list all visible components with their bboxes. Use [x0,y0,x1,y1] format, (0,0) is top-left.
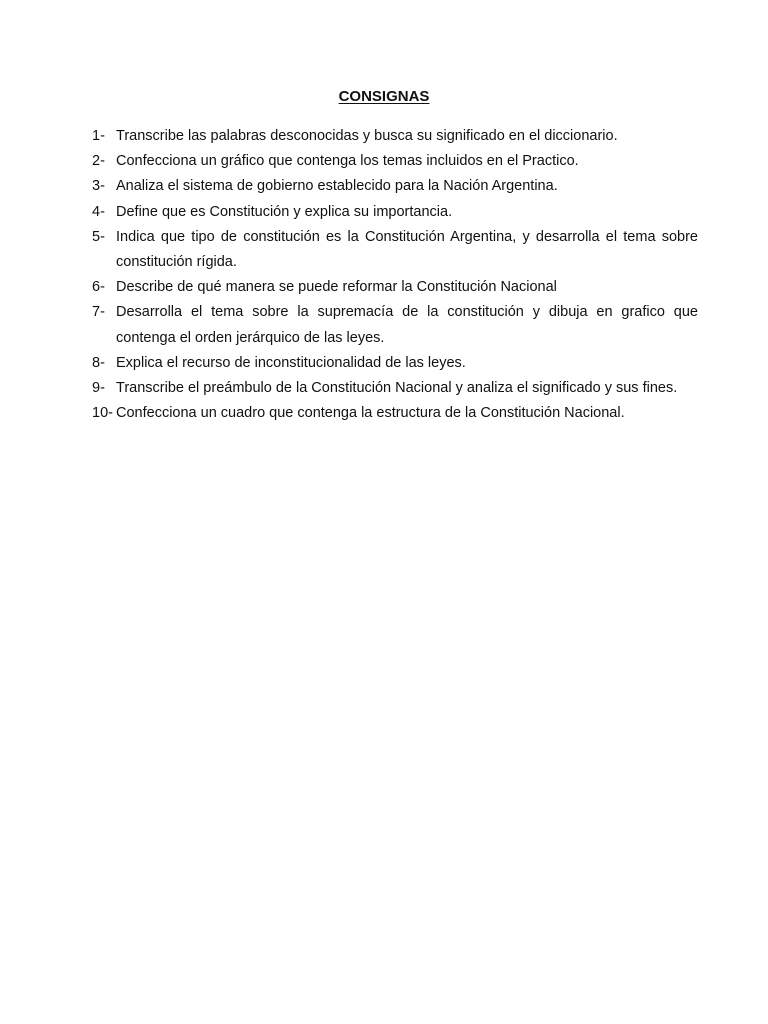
item-number: 2- [92,153,105,170]
list-item [92,401,698,426]
item-number: 8- [92,354,105,371]
item-text: Explica el recurso de inconstitucionalidad de las leyes. [116,354,466,371]
list-item [92,174,698,199]
list-item [92,300,698,350]
item-text: Transcribe las palabras desconocidas y busca su significado en el diccionario. [116,128,618,144]
item-text: Analiza el sistema de gobierno establecido para la Nación Argentina. [116,178,558,195]
item-number: 7- [92,304,105,321]
item-number: 4- [92,203,105,220]
item-text: Transcribe el preámbulo de la Constitución Nacional y analiza el significado y sus fines. [116,380,678,397]
list-item [92,225,698,275]
item-number: 6- [92,279,105,296]
item-number: 10- [92,405,113,422]
item-text: Indica que tipo de constitución es la Constitución Argentina, y desarrolla el tema sobre constitución rígida. [116,228,698,271]
instruction-list [92,124,698,426]
list-item [92,376,698,401]
item-number: 1- [92,128,105,144]
item-text: Confecciona un cuadro que contenga la estructura de la Constitución Nacional. [116,405,625,422]
item-text: Define que es Constitución y explica su importancia. [116,203,453,220]
list-item [92,124,698,149]
list-item [92,200,698,225]
list-item [92,351,698,376]
list-item [92,149,698,174]
item-number: 9- [92,380,105,397]
item-number: 3- [92,178,105,195]
list-item [92,275,698,300]
item-text: Describe de qué manera se puede reformar la Constitución Nacional [116,279,557,296]
page-title: CONSIGNAS [338,88,430,105]
item-text: Desarrolla el tema sobre la supremacía de la constitución y dibuja en grafico que contenga el orden jerárquico de las leyes. [116,304,698,346]
item-number: 5- [92,228,105,245]
item-text: Confecciona un gráfico que contenga los temas incluidos en el Practico. [116,153,579,170]
